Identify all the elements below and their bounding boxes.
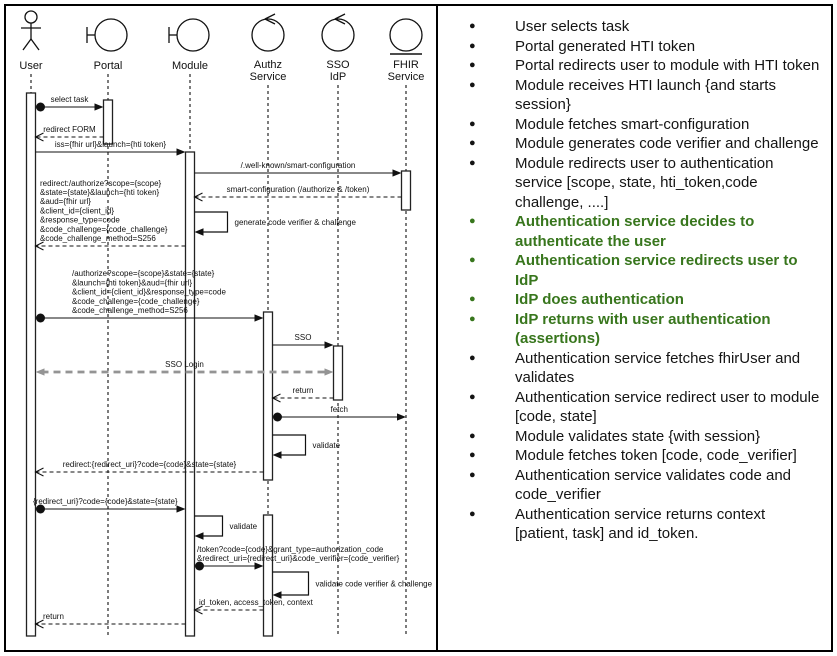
bullet-item-3: ● Portal redirects user to module with HTI token — [438, 56, 821, 76]
self-message-validate-code-verifier — [273, 572, 309, 595]
message-label-authorize-request: &code_challenge={code_challenge} — [72, 296, 200, 306]
message-label-redirect-authorize: &aud={fhir url} — [40, 197, 91, 207]
activation-module-2 — [186, 152, 195, 636]
bullet-item-7: ● Module redirects user to authentication service [scope, state, hti_token,code challenge, ....] — [438, 154, 821, 213]
bullet-item-13: ● Authentication service redirect user to module [code, state] — [438, 388, 821, 427]
entity-icon-fhir — [390, 19, 422, 51]
participant-label-authz: Service — [249, 71, 287, 83]
message-label-smart-configuration-response: smart-configuration (/authorize & /token) — [226, 185, 370, 194]
activation-sso-5 — [334, 346, 343, 400]
notes-list — [438, 6, 831, 544]
message-label-sso-login: SSO Login — [165, 360, 204, 369]
message-label-fetch: fetch — [330, 405, 348, 414]
activation-authz-4 — [264, 312, 273, 480]
participant-label-fhir: Service — [387, 71, 425, 83]
bullet-item-9: ● Authentication service redirects user to IdP — [438, 251, 821, 290]
bullet-item-11: ● IdP returns with user authentication (assertions) — [438, 310, 821, 349]
bullet-item-2: ● Portal generated HTI token — [438, 37, 821, 57]
boundary-icon-portal — [95, 19, 127, 51]
control-icon-authz — [252, 19, 284, 51]
participant-label-sso: IdP — [329, 71, 347, 83]
self-message-label-validate-module: validate — [229, 522, 258, 531]
actor-icon-user — [25, 11, 37, 23]
message-label-redirect-code-state: redirect:{redirect_uri}?code={code}&state={state} — [62, 460, 237, 469]
message-label-redirect-authorize: redirect:/authorize?scope={scope} — [40, 178, 162, 188]
bullet-item-8: ● Authentication service decides to authenticate the user — [438, 212, 821, 251]
message-label-iss-launch: iss={fhir url}&launch={hti token} — [54, 140, 167, 149]
sequence-diagram-panel — [6, 6, 436, 650]
message-label-authorize-request: &launch={hti token}&aud={fhir url} — [72, 278, 193, 288]
start-circle-authorize-request — [36, 314, 45, 323]
self-message-generate-code-verifier — [195, 212, 228, 232]
bullet-item-17: ● Authentication service returns context [patient, task] and id_token. — [438, 505, 821, 544]
bullet-item-5: ● Module fetches smart-configuration — [438, 115, 821, 135]
participant-label-module: Module — [171, 60, 209, 72]
start-circle-fetch — [273, 413, 282, 422]
control-icon-sso — [322, 19, 354, 51]
page-frame — [4, 4, 833, 652]
message-label-redirect-authorize: &state={state}&launch={hti token} — [40, 188, 160, 197]
bullet-item-14: ● Module validates state {with session} — [438, 427, 821, 447]
self-message-validate-authz — [273, 435, 306, 455]
message-label-authorize-request: &code_challenge_method=S256 — [72, 306, 188, 315]
message-label-token-request: &redirect_uri={redirect_uri}&code_verifier={code_verifier} — [197, 554, 400, 563]
participant-label-portal: Portal — [93, 60, 123, 72]
self-message-label-generate-code-verifier: generate code verifier & challenge — [234, 218, 356, 227]
message-label-select-task: select task — [50, 95, 89, 104]
participant-label-sso: SSO — [326, 59, 350, 71]
self-message-validate-module — [195, 516, 223, 536]
participant-label-user: User — [19, 60, 43, 72]
activation-authz-6 — [264, 515, 273, 636]
message-label-redirect-authorize: &client_id={client_id} — [40, 206, 115, 216]
activation-fhir-3 — [402, 171, 411, 210]
start-circle-select-task — [36, 103, 45, 112]
boundary-icon-module — [177, 19, 209, 51]
bullet-item-12: ● Authentication service fetches fhirUser and validates — [438, 349, 821, 388]
message-label-sso: SSO — [294, 333, 312, 342]
activation-portal-1 — [104, 100, 113, 144]
message-label-redirect-uri-code: {redirect_uri}?code={code}&state={state} — [33, 497, 178, 506]
message-label-sso-return: return — [292, 386, 314, 395]
activation-user-0 — [27, 93, 36, 636]
message-label-token-response: id_token, access_token, context — [199, 598, 313, 607]
message-label-redirect-authorize: &code_challenge={code_challenge} — [40, 224, 168, 234]
bullet-item-1: ● User selects task — [438, 17, 821, 37]
bullet-item-15: ● Module fetches token [code, code_verifier] — [438, 446, 821, 466]
message-label-redirect-form: redirect FORM — [43, 125, 96, 134]
message-label-token-request: /token?code={code}&grant_type=authorization_code — [197, 544, 384, 554]
message-label-authorize-request: &client_id={client_id}&response_type=code — [72, 287, 226, 297]
message-label-redirect-authorize: &code_challenge_method=S256 — [40, 234, 156, 243]
self-message-label-validate-code-verifier: validate code verifier & challenge — [315, 579, 433, 589]
message-label-authorize-request: /authorize?scope={scope}&state={state} — [72, 269, 215, 279]
message-label-redirect-authorize: &response_type=code — [40, 215, 120, 225]
participant-label-authz: Authz — [253, 59, 283, 71]
sequence-diagram — [6, 6, 436, 650]
notes-panel — [436, 6, 831, 650]
message-label-well-known-smart-configuration: /.well-known/smart-configuration — [240, 161, 356, 170]
bullet-item-4: ● Module receives HTI launch {and starts session} — [438, 76, 821, 115]
bullet-item-10: ● IdP does authentication — [438, 290, 821, 310]
bullet-item-16: ● Authentication service validates code and code_verifier — [438, 466, 821, 505]
participant-label-fhir: FHIR — [393, 59, 419, 71]
message-label-final-return: return — [43, 612, 64, 621]
bullet-item-6: ● Module generates code verifier and challenge — [438, 134, 821, 154]
self-message-label-validate-authz: validate — [312, 441, 341, 450]
